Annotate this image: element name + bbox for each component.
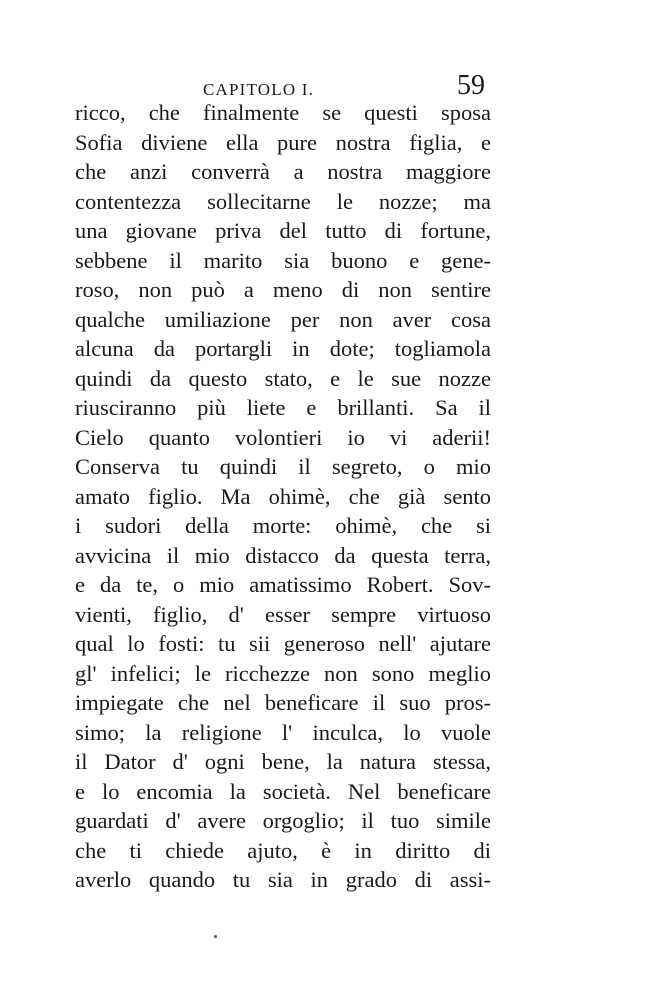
text-line: una giovane priva del tutto di fortune, [75,218,491,243]
text-line: sebbene il marito sia buono e gene- [75,247,491,273]
text-line: Cielo quanto volontieri io vi aderii! [75,424,491,450]
text-line: che ti chiede ajuto, è in diritto di [75,837,491,863]
text-line: e lo encomia la società. Nel beneficare [75,778,491,804]
page-number: 59 [457,70,485,101]
text-line: avvicina il mio distacco da questa terra, [75,542,491,568]
text-line: quindi da questo stato, e le sue nozze [75,365,491,391]
text-line: Conserva tu quindi il segreto, o mio [75,454,491,479]
text-line: impiegate che nel beneficare il suo pros- [75,690,491,715]
body-text [75,98,491,895]
text-line: contentezza sollecitarne le nozze; ma [75,188,491,214]
text-line: roso, non può a meno di non sentire [75,277,491,302]
text-line: ricco, che finalmente se questi sposa [75,100,491,125]
text-line: gl' infelici; le ricchezze non sono meglio [75,660,491,686]
text-line: il Dator d' ogni bene, la natura stessa, [75,749,491,774]
text-line: Sofia diviene ella pure nostra figlia, e [75,129,491,155]
text-line: i sudori della morte: ohimè, che si [75,513,491,538]
text-line: guardati d' avere orgoglio; il tuo simile [75,808,491,833]
text-line: simo; la religione l' inculca, lo vuole [75,719,491,745]
text-line: riusciranno più liete e brillanti. Sa il [75,395,491,420]
text-line: vienti, figlio, d' esser sempre virtuoso [75,601,491,627]
paper-speck [214,935,217,938]
text-line: alcuna da portargli in dote; togliamola [75,336,491,361]
text-line: che anzi converrà a nostra maggiore [75,159,491,184]
chapter-title: CAPITOLO I. [203,80,315,99]
text-line: qual lo fosti: tu sii generoso nell' ajutare [75,631,491,656]
text-line: averlo quando tu sia in grado di assi- [75,867,491,892]
text-line: e da te, o mio amatissimo Robert. Sov- [75,572,491,597]
text-line: amato figlio. Ma ohimè, che già sento [75,483,491,509]
text-line: qualche umiliazione per non aver cosa [75,306,491,332]
